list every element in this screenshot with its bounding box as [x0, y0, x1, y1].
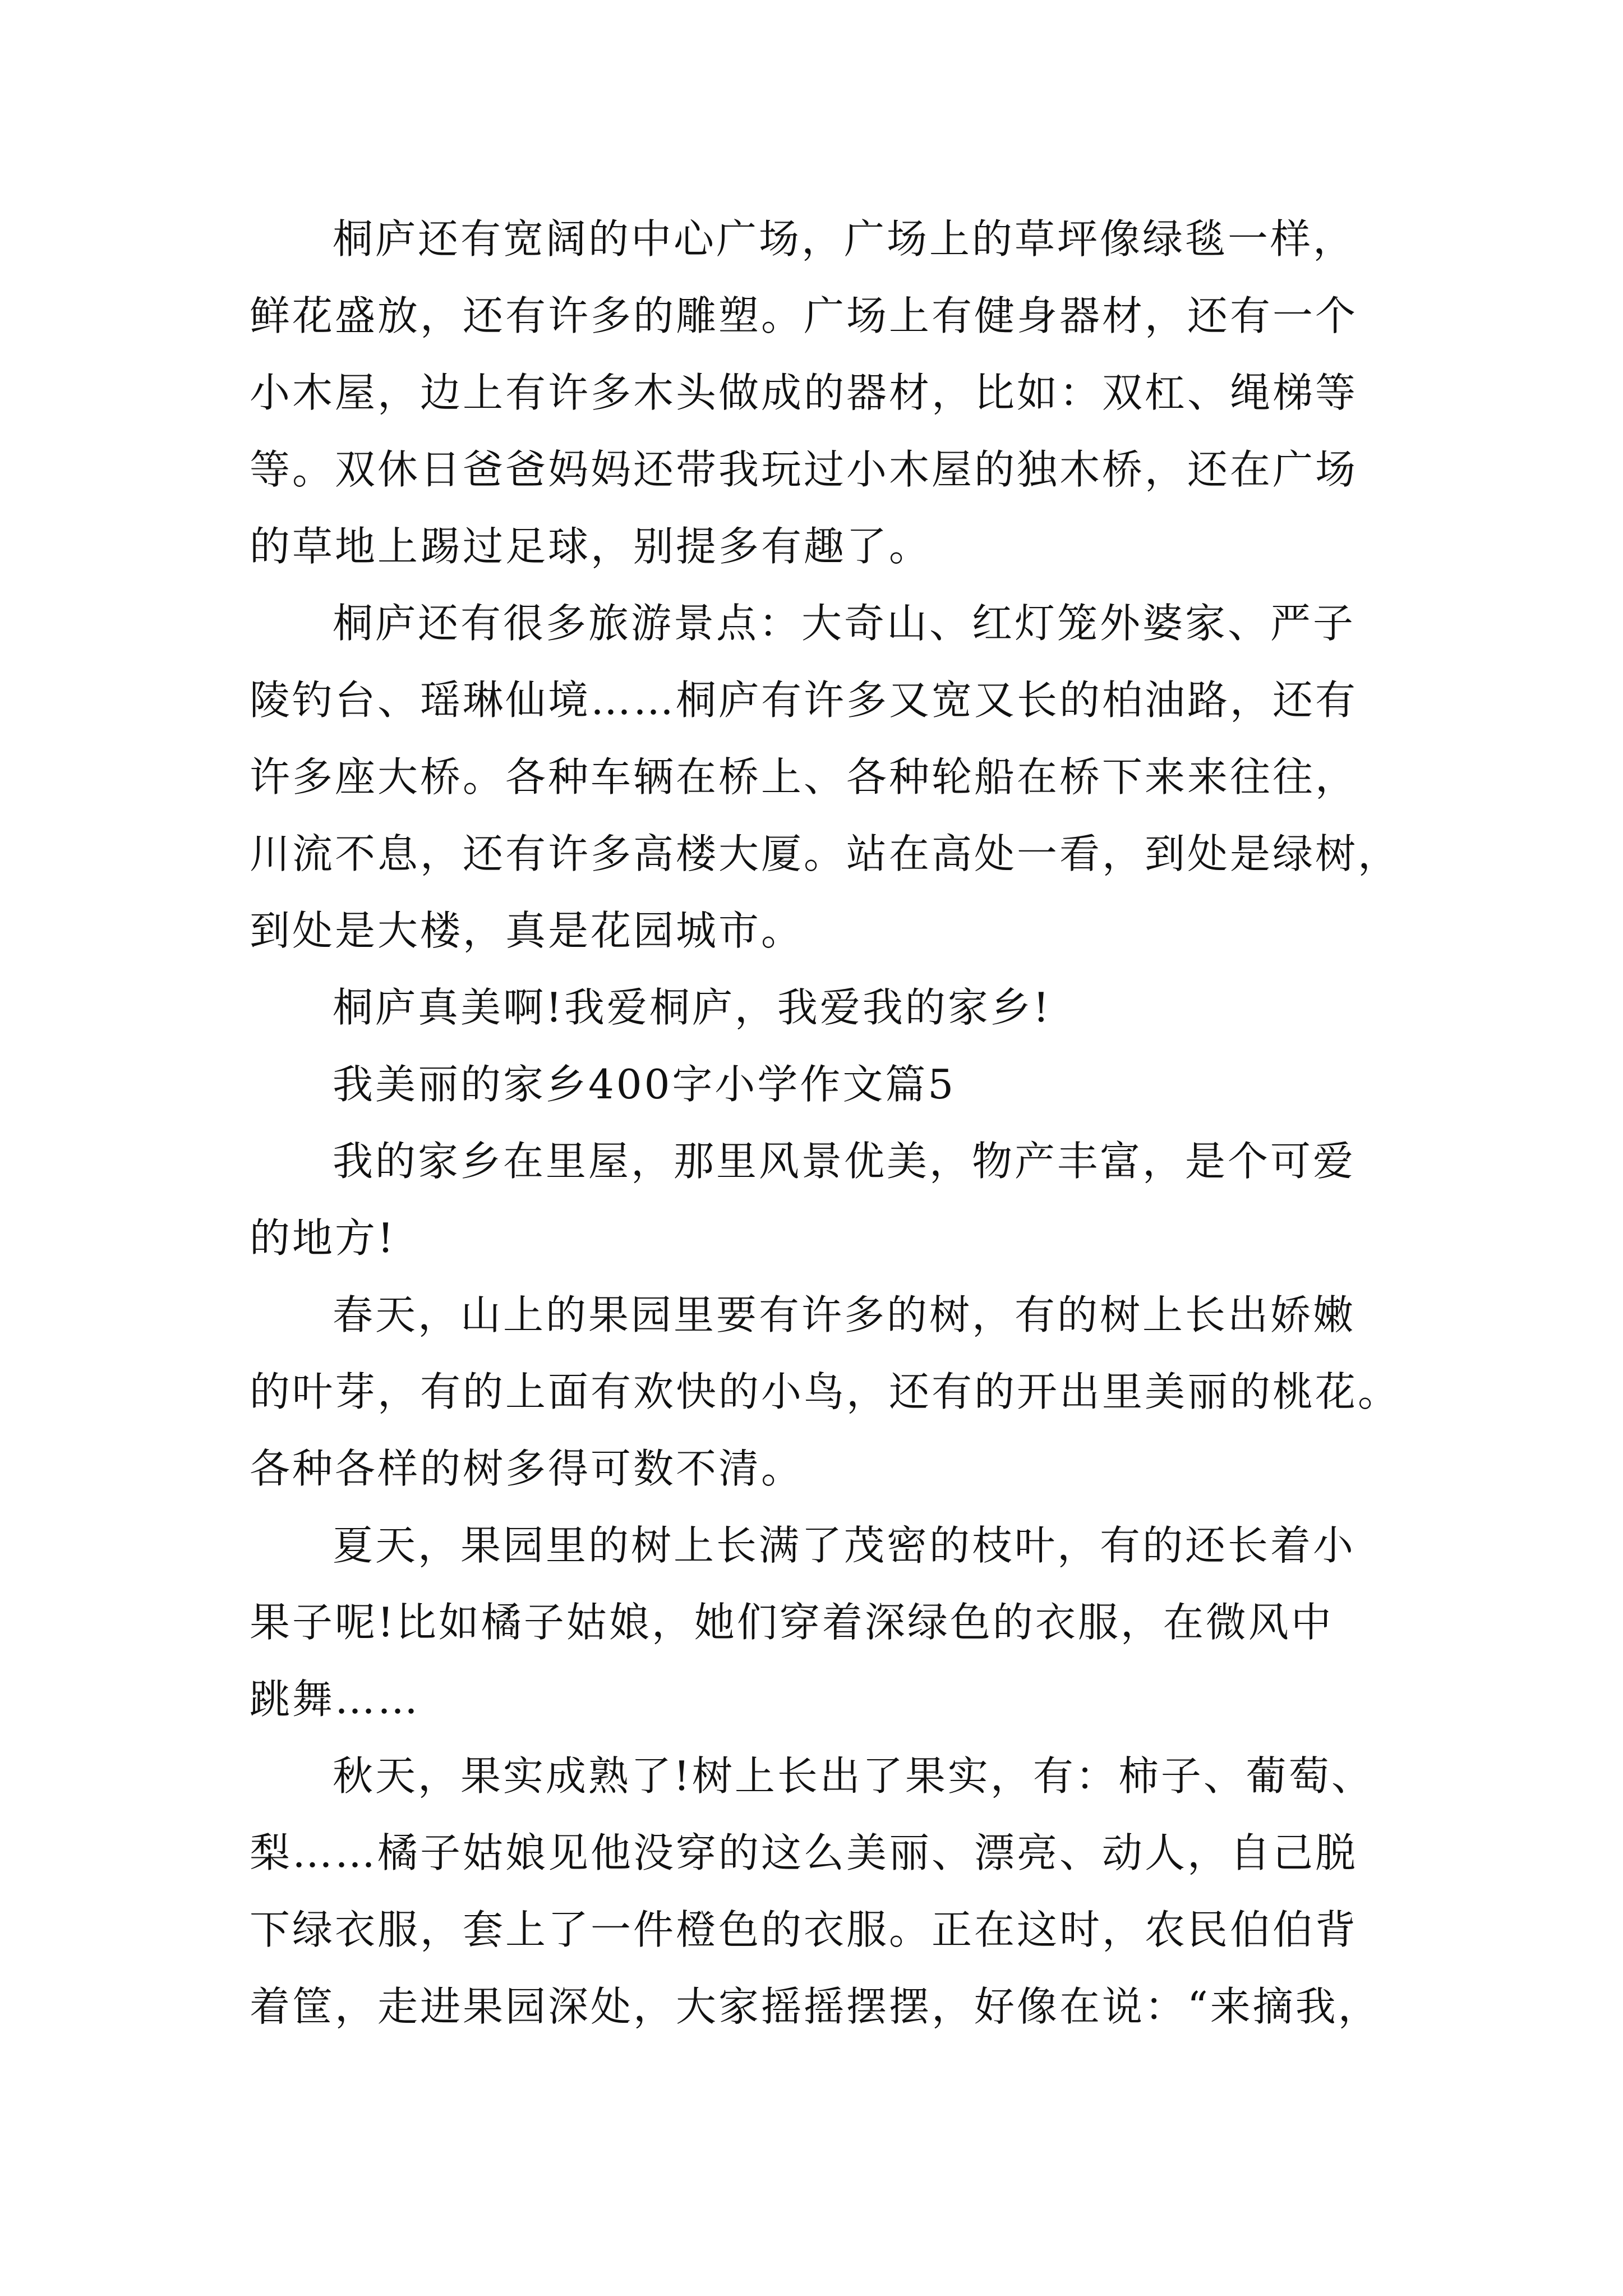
text-line: 秋天，果实成熟了!树上长出了果实，有：柿子、葡萄、	[333, 1752, 1374, 1800]
text-line: 我的家乡在里屋，那里风景优美，物产丰富，是个可爱	[333, 1138, 1356, 1185]
text-line: 桐庐真美啊!我爱桐庐，我爱我的家乡!	[333, 984, 1052, 1031]
text-line: 跳舞……	[250, 1676, 421, 1723]
document-body	[250, 201, 1401, 2045]
text-line: 鲜花盛放，还有许多的雕塑。广场上有健身器材，还有一个	[250, 292, 1358, 339]
text-line: 桐庐还有宽阔的中心广场，广场上的草坪像绿毯一样，	[333, 215, 1356, 263]
text-line: 桐庐还有很多旅游景点：大奇山、红灯笼外婆家、严子	[333, 600, 1356, 647]
text-line: 各种各样的树多得可数不清。	[250, 1445, 804, 1492]
text-line: 春天，山上的果园里要有许多的树，有的树上长出娇嫩	[333, 1291, 1356, 1338]
text-line: 的叶芽，有的上面有欢快的小鸟，还有的开出里美丽的桃花。	[250, 1368, 1401, 1415]
text-line: 的草地上踢过足球，别提多有趣了。	[250, 523, 932, 570]
text-line: 川流不息，还有许多高楼大厦。站在高处一看，到处是绿树，	[250, 830, 1401, 877]
text-line: 小木屋，边上有许多木头做成的器材，比如：双杠、绳梯等	[250, 369, 1358, 416]
text-line: 陵钓台、瑶琳仙境……桐庐有许多又宽又长的柏油路，还有	[250, 677, 1358, 724]
text-line: 等。双休日爸爸妈妈还带我玩过小木屋的独木桥，还在广场	[250, 446, 1358, 493]
text-line: 下绿衣服，套上了一件橙色的衣服。正在这时，农民伯伯背	[250, 1906, 1358, 1953]
text-line: 许多座大桥。各种车辆在桥上、各种轮船在桥下来来往往，	[250, 753, 1358, 800]
text-line: 果子呢!比如橘子姑娘，她们穿着深绿色的衣服，在微风中	[250, 1599, 1334, 1646]
text-line: 我美丽的家乡400字小学作文篇5	[333, 1061, 956, 1108]
text-line: 着筐，走进果园深处，大家摇摇摆摆，好像在说：“来摘我，	[250, 1983, 1381, 2030]
text-line: 到处是大楼，真是花园城市。	[250, 907, 804, 954]
text-line: 夏天，果园里的树上长满了茂密的枝叶，有的还长着小	[333, 1522, 1356, 1569]
text-line: 的地方!	[250, 1214, 396, 1262]
text-line: 梨……橘子姑娘见他没穿的这么美丽、漂亮、动人，自己脱	[250, 1829, 1358, 1876]
